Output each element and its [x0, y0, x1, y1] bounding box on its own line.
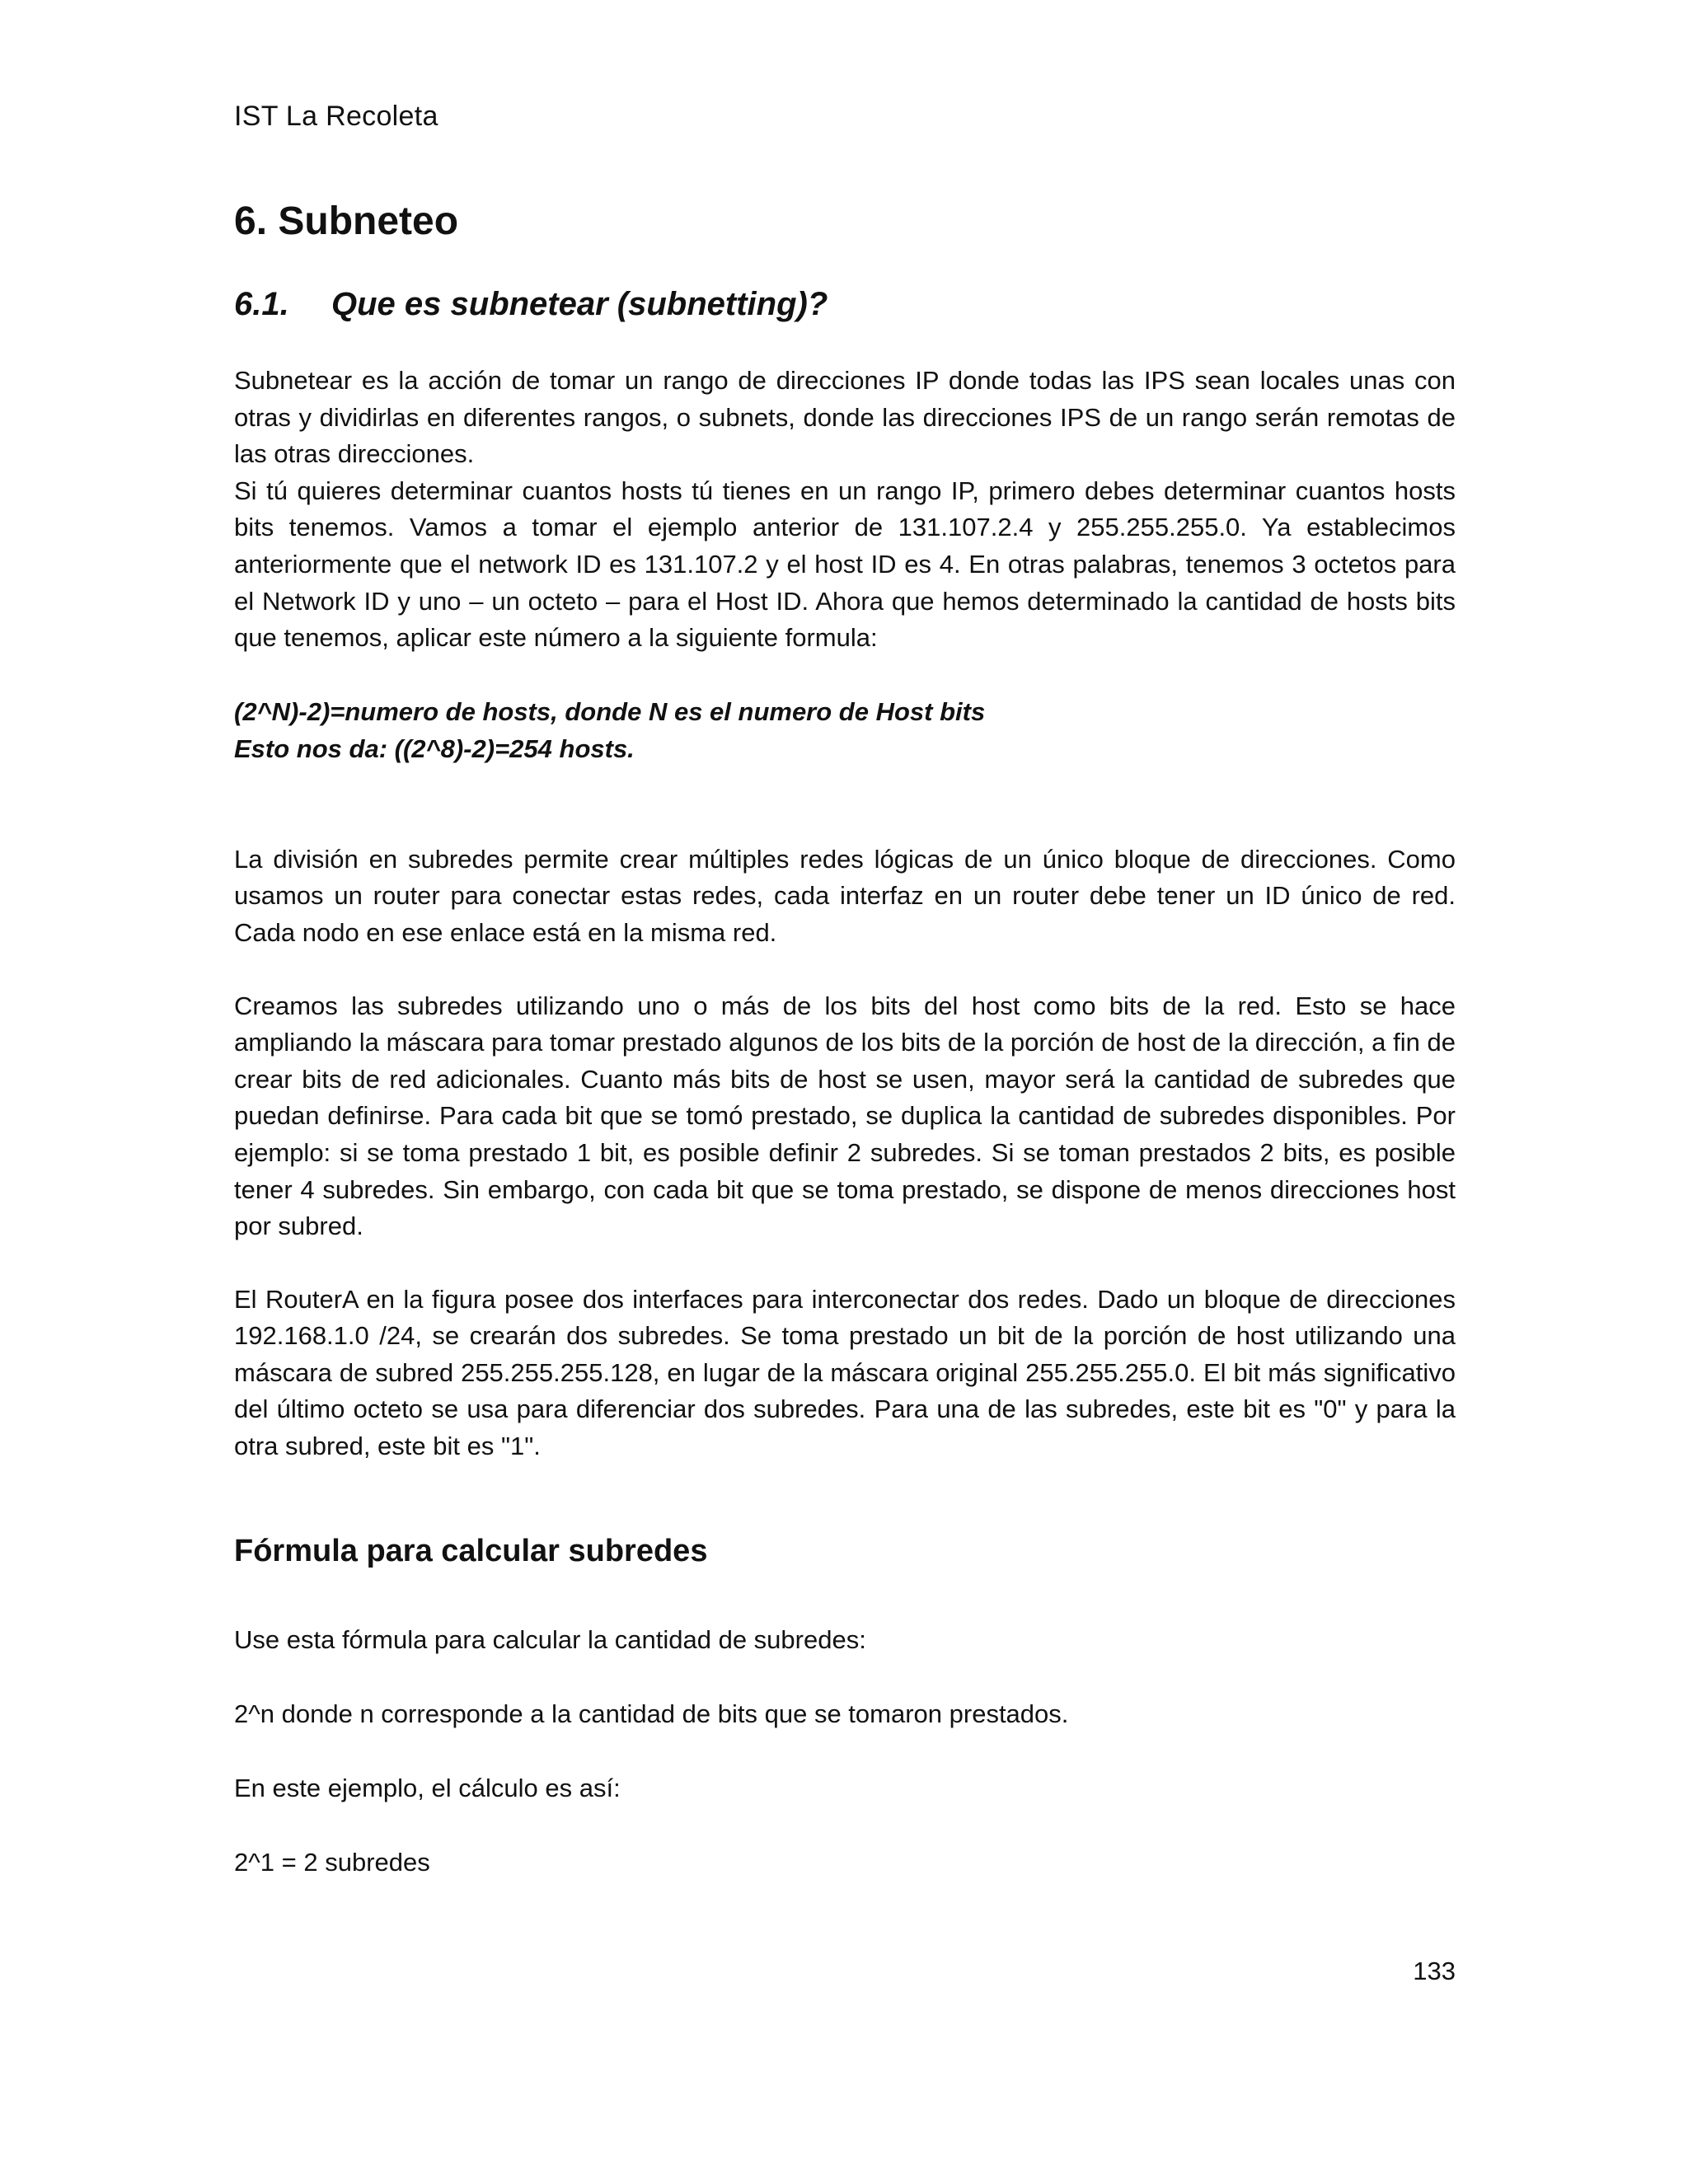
paragraph-router-example: El RouterA en la figura posee dos interfaces para interconectar dos redes. Dado un bloque de direcciones 192.168.1.0 /24, se crearán dos subredes. Se toma prestado un bit de la porción de host utilizando una máscara de subred 255.255.255.128, en lugar de la máscara original 255.255.255.0. El bit más significativo del último octeto se usa para diferenciar dos subredes. Para una de las subredes, este bit es "0" y para la otra subred, este bit es "1". — [234, 1284, 1456, 1461]
example-intro: En este ejemplo, el cálculo es así: — [234, 1773, 621, 1802]
paragraph-subnetting-definition: Subnetear es la acción de tomar un rango de direcciones IP donde todas las IPS sean locales unas con otras y dividirlas en diferentes rangos, o subnets, donde las direcciones IPS de un rango serán remotas de las otras direcciones. — [234, 366, 1456, 469]
chapter-title: 6. Subneteo — [234, 199, 459, 243]
formula-result: Esto nos da: ((2^8)-2)=254 hosts. — [234, 733, 635, 763]
section-number: 6.1. — [234, 286, 289, 322]
page-number: 133 — [1413, 1957, 1456, 1985]
section-title: Que es subnetear (subnetting)? — [331, 286, 828, 322]
example-result: 2^1 = 2 subredes — [234, 1847, 430, 1877]
subsection-title: Fórmula para calcular subredes — [234, 1533, 708, 1568]
formula-definition: 2^n donde n corresponde a la cantidad de bits que se tomaron prestados. — [234, 1699, 1069, 1728]
section-heading — [234, 284, 1456, 325]
formula-block — [234, 693, 1456, 767]
running-header: IST La Recoleta — [234, 101, 438, 132]
formula-hosts: (2^N)-2)=numero de hosts, donde N es el numero de Host bits — [234, 696, 986, 726]
paragraph-host-bits: Si tú quieres determinar cuantos hosts tú tienes en un rango IP, primero debes determinar cuantos hosts bits tenemos. Vamos a tomar el ejemplo anterior de 131.107.2.4 y 255.255.255.0. Ya establecimos anteriormente que el network ID es 131.107.2 y el host ID es 4. En otras palabras, tenemos 3 octetos para el Network ID y uno – un octeto – para el Host ID. Ahora que hemos determinado la cantidad de hosts bits que tenemos, aplicar este número a la siguiente formula: — [234, 476, 1456, 653]
paragraph-subnet-division: La división en subredes permite crear múltiples redes lógicas de un único bloque de direcciones. Como usamos un router para conectar estas redes, cada interfaz en un router debe tener un ID único de red. Cada nodo en ese enlace está en la misma red. — [234, 844, 1456, 947]
page-content — [234, 198, 1456, 1881]
formula-intro: Use esta fórmula para calcular la cantidad de subredes: — [234, 1624, 866, 1654]
paragraph-borrow-bits: Creamos las subredes utilizando uno o más de los bits del host como bits de la red. Esto se hace ampliando la máscara para tomar prestado algunos de los bits de la porción de host de la dirección, a fin de crear bits de red adicionales. Cuanto más bits de host se usen, mayor será la cantidad de subredes que puedan definirse. Para cada bit que se tomó prestado, se duplica la cantidad de subredes disponibles. Por ejemplo: si se toma prestado 1 bit, es posible definir 2 subredes. Si se toman prestados 2 bits, es posible tener 4 subredes. Sin embargo, con cada bit que se toma prestado, se dispone de menos direcciones host por subred. — [234, 991, 1456, 1241]
